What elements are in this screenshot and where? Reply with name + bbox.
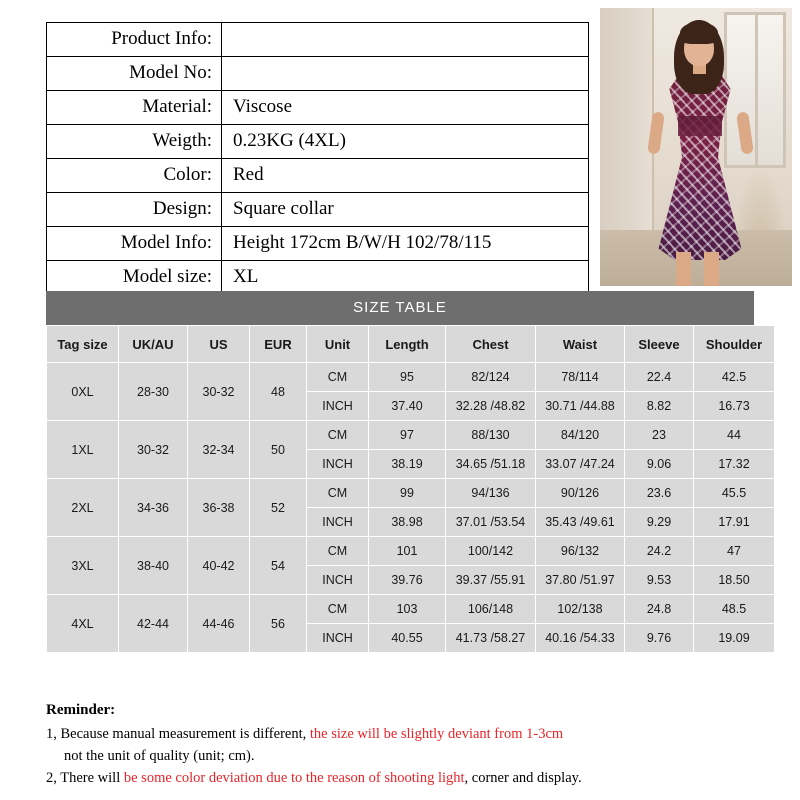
cell-unit: INCH (307, 450, 369, 479)
cell-length: 38.98 (369, 508, 446, 537)
reminder-line-1-cont: not the unit of quality (unit; cm). (64, 747, 255, 764)
product-info-value: XL (222, 261, 589, 295)
cell-waist: 37.80 /51.97 (536, 566, 625, 595)
cell-tag-size: 2XL (47, 479, 119, 537)
cell-unit: INCH (307, 566, 369, 595)
cell-shoulder: 19.09 (694, 624, 775, 653)
col-eur: EUR (250, 326, 307, 363)
product-info-row (47, 23, 589, 57)
cell-waist: 90/126 (536, 479, 625, 508)
cell-waist: 84/120 (536, 421, 625, 450)
cell-unit: CM (307, 537, 369, 566)
col-us: US (188, 326, 250, 363)
reminder-line-2 (46, 768, 766, 790)
product-info-value: 0.23KG (4XL) (222, 125, 589, 159)
col-unit: Unit (307, 326, 369, 363)
cell-eur: 54 (250, 537, 307, 595)
reminder-line-1-highlight: the size will be slightly deviant from 1-3cm (309, 726, 564, 742)
reminder-line-2-text: 2, There will (46, 769, 124, 786)
cell-sleeve: 9.06 (625, 450, 694, 479)
size-table-section (46, 291, 763, 653)
cell-tag-size: 1XL (47, 421, 119, 479)
table-row (47, 363, 775, 392)
cell-shoulder: 16.73 (694, 392, 775, 421)
cell-uk-au: 30-32 (119, 421, 188, 479)
reminder-line-2-highlight: be some color deviation due to the reason of shooting light (123, 769, 465, 786)
cell-us: 36-38 (188, 479, 250, 537)
cell-eur: 52 (250, 479, 307, 537)
cell-uk-au: 42-44 (119, 595, 188, 653)
cell-us: 30-32 (188, 363, 250, 421)
product-info-value: Square collar (222, 193, 589, 227)
product-info-table (46, 22, 589, 295)
cell-eur: 56 (250, 595, 307, 653)
product-info-label: Color: (47, 159, 222, 193)
cell-shoulder: 45.5 (694, 479, 775, 508)
cell-waist: 40.16 /54.33 (536, 624, 625, 653)
product-info-row (47, 57, 589, 91)
size-table-title: SIZE TABLE (46, 291, 754, 325)
cell-sleeve: 23 (625, 421, 694, 450)
model-hair-front (680, 22, 718, 44)
cell-chest: 41.73 /58.27 (446, 624, 536, 653)
model-leg-right (704, 252, 719, 286)
cell-chest: 32.28 /48.82 (446, 392, 536, 421)
cell-uk-au: 34-36 (119, 479, 188, 537)
cell-shoulder: 17.91 (694, 508, 775, 537)
col-uk-au: UK/AU (119, 326, 188, 363)
cell-tag-size: 4XL (47, 595, 119, 653)
reminder-section (46, 702, 766, 789)
cell-sleeve: 9.76 (625, 624, 694, 653)
cell-unit: CM (307, 595, 369, 624)
model-leg-left (676, 252, 691, 286)
cell-waist: 35.43 /49.61 (536, 508, 625, 537)
product-info-label: Weigth: (47, 125, 222, 159)
cell-sleeve: 23.6 (625, 479, 694, 508)
cell-length: 39.76 (369, 566, 446, 595)
product-info-label: Model size: (47, 261, 222, 295)
product-info-label: Model No: (47, 57, 222, 91)
cell-sleeve: 9.29 (625, 508, 694, 537)
cell-sleeve: 8.82 (625, 392, 694, 421)
cell-unit: INCH (307, 624, 369, 653)
cell-tag-size: 3XL (47, 537, 119, 595)
product-info-row (47, 261, 589, 295)
product-info-row (47, 193, 589, 227)
cell-sleeve: 22.4 (625, 363, 694, 392)
cell-us: 44-46 (188, 595, 250, 653)
product-info-value (222, 57, 589, 91)
size-table-header-row (47, 326, 775, 363)
cell-unit: CM (307, 363, 369, 392)
product-info-label: Material: (47, 91, 222, 125)
cell-chest: 82/124 (446, 363, 536, 392)
table-row (47, 595, 775, 624)
table-row (47, 421, 775, 450)
product-info-label: Design: (47, 193, 222, 227)
cell-shoulder: 42.5 (694, 363, 775, 392)
col-waist: Waist (536, 326, 625, 363)
cell-uk-au: 28-30 (119, 363, 188, 421)
cell-sleeve: 24.2 (625, 537, 694, 566)
cell-shoulder: 47 (694, 537, 775, 566)
cell-sleeve: 24.8 (625, 595, 694, 624)
cell-chest: 100/142 (446, 537, 536, 566)
col-tag-size: Tag size (47, 326, 119, 363)
photo-window (724, 12, 786, 168)
product-info-label: Model Info: (47, 227, 222, 261)
product-info-value: Height 172cm B/W/H 102/78/115 (222, 227, 589, 261)
product-info-row (47, 91, 589, 125)
cell-length: 103 (369, 595, 446, 624)
product-info-value: Red (222, 159, 589, 193)
cell-tag-size: 0XL (47, 363, 119, 421)
cell-unit: CM (307, 421, 369, 450)
product-info-value: Viscose (222, 91, 589, 125)
cell-shoulder: 18.50 (694, 566, 775, 595)
col-shoulder: Shoulder (694, 326, 775, 363)
cell-waist: 78/114 (536, 363, 625, 392)
cell-chest: 94/136 (446, 479, 536, 508)
cell-length: 38.19 (369, 450, 446, 479)
cell-waist: 96/132 (536, 537, 625, 566)
product-info-value (222, 23, 589, 57)
cell-unit: INCH (307, 508, 369, 537)
cell-chest: 106/148 (446, 595, 536, 624)
model-dress-waistband (678, 116, 722, 136)
cell-chest: 37.01 /53.54 (446, 508, 536, 537)
col-chest: Chest (446, 326, 536, 363)
reminder-line-1 (46, 724, 766, 746)
table-row (47, 479, 775, 508)
cell-shoulder: 17.32 (694, 450, 775, 479)
cell-waist: 33.07 /47.24 (536, 450, 625, 479)
reminder-title: Reminder: (46, 702, 116, 718)
model-photo (600, 8, 792, 286)
cell-chest: 39.37 /55.91 (446, 566, 536, 595)
reminder-line-1-text: 1, Because manual measurement is different, (46, 726, 310, 742)
cell-waist: 102/138 (536, 595, 625, 624)
reminder-line-2-tail: , corner and display. (464, 769, 582, 786)
cell-eur: 48 (250, 363, 307, 421)
cell-us: 32-34 (188, 421, 250, 479)
cell-length: 97 (369, 421, 446, 450)
cell-uk-au: 38-40 (119, 537, 188, 595)
cell-sleeve: 9.53 (625, 566, 694, 595)
cell-waist: 30.71 /44.88 (536, 392, 625, 421)
table-row (47, 537, 775, 566)
product-info-row (47, 227, 589, 261)
cell-shoulder: 44 (694, 421, 775, 450)
size-table (46, 325, 775, 653)
cell-length: 95 (369, 363, 446, 392)
cell-length: 40.55 (369, 624, 446, 653)
cell-eur: 50 (250, 421, 307, 479)
product-info-label: Product Info: (47, 23, 222, 57)
cell-us: 40-42 (188, 537, 250, 595)
col-sleeve: Sleeve (625, 326, 694, 363)
cell-chest: 34.65 /51.18 (446, 450, 536, 479)
col-length: Length (369, 326, 446, 363)
product-info-row (47, 159, 589, 193)
product-info-row (47, 125, 589, 159)
cell-chest: 88/130 (446, 421, 536, 450)
cell-unit: INCH (307, 392, 369, 421)
cell-length: 37.40 (369, 392, 446, 421)
cell-unit: CM (307, 479, 369, 508)
cell-length: 99 (369, 479, 446, 508)
cell-length: 101 (369, 537, 446, 566)
cell-shoulder: 48.5 (694, 595, 775, 624)
